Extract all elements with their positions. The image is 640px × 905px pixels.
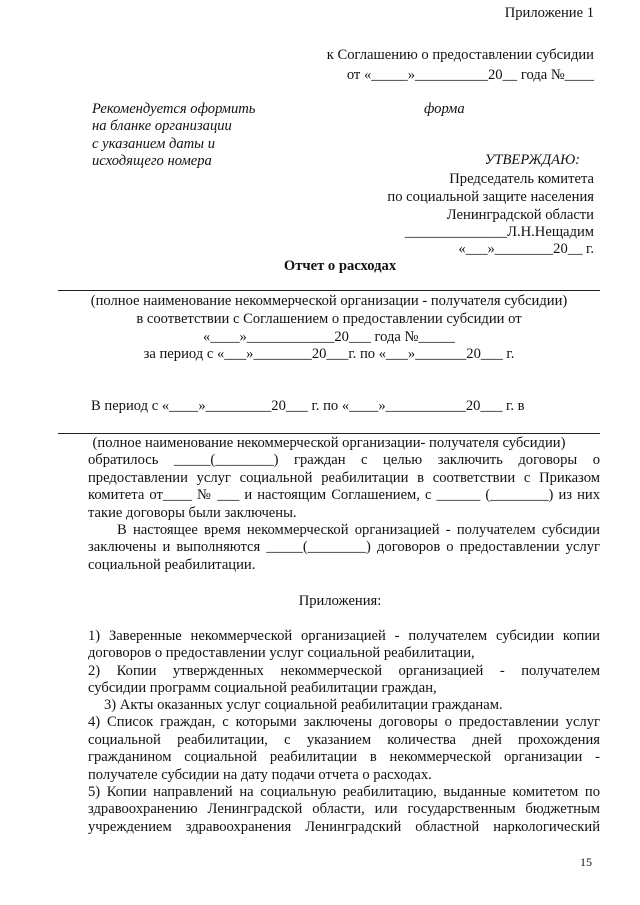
agreement-label: к Соглашению о предоставлении субсидии xyxy=(326,47,594,63)
agreement-date-line: от «_____»__________20__ года №____ xyxy=(346,67,594,83)
org-name-caption: (полное наименование некоммерческой организации - получателя субсидии) xyxy=(90,293,568,309)
attachment-item-5-cont: здравоохранению Ленинградской области, или государственным бюджетным xyxy=(88,801,600,817)
attachment-item-1: 1) Заверенные некоммерческой организацией - получателем субсидии копии xyxy=(88,628,600,644)
period-line: В период с «____»_________20___ г. по «____»___________20___ г. в xyxy=(91,398,525,414)
report-title: Отчет о расходах xyxy=(283,258,397,274)
recommendation-line: с указанием даты и xyxy=(92,135,216,152)
attachments-title: Приложения: xyxy=(298,593,382,609)
form-label: форма xyxy=(424,101,465,117)
attachment-item-4-cont: получателе субсидии на дату подачи отчета о расходах. xyxy=(88,767,432,783)
approve-signature: ______________Л.Н.Нещадим xyxy=(404,224,594,240)
agreement-reference: в соответствии с Соглашением о предоставлении субсидии от xyxy=(136,311,522,327)
body-line: обратилось _____(________) граждан с целью заключить договоры о xyxy=(88,452,600,468)
recommendation-line: исходящего номера xyxy=(92,152,212,169)
page-number: 15 xyxy=(580,855,592,869)
approve-date: «___»________20__ г. xyxy=(458,241,594,257)
attachment-item-2-cont: субсидии программ социальной реабилитации граждан, xyxy=(88,680,437,696)
approve-committee: по социальной защите населения xyxy=(387,189,594,205)
recommendation-line: на бланке организации xyxy=(92,118,232,135)
recommendation-line: Рекомендуется оформить xyxy=(92,101,256,117)
body-line: такие договоры были заключены. xyxy=(88,505,297,521)
agreement-number-line: «____»____________20___ года №_____ xyxy=(203,329,455,345)
approve-position: Председатель комитета xyxy=(449,171,594,187)
attachment-item-5-cont: учреждением здравоохранения Ленинградский областной наркологический xyxy=(88,819,600,835)
approve-title: УТВЕРЖДАЮ: xyxy=(484,152,580,168)
org-name-rule-2 xyxy=(58,433,600,434)
attachment-item-1-cont: договоров о предоставлении услуг социальной реабилитации, xyxy=(88,645,475,661)
period-range-line: за период с «___»________20___г. по «___»_______20___ г. xyxy=(143,346,515,362)
attachment-item-4: 4) Список граждан, с которыми заключены договоры о предоставлении услуг xyxy=(88,714,600,730)
recommendation-note xyxy=(92,101,292,170)
body-line: предоставлении услуг социальной реабилитации в соответствии с Приказом xyxy=(88,470,600,486)
attachment-item-4-cont: гражданином социальной реабилитации в некоммерческой организации - xyxy=(88,749,600,765)
body-line: социальной реабилитации. xyxy=(88,557,256,573)
body-line: комитета от____ № ___ и настоящим Соглашением, с ______ (________) из них xyxy=(88,487,600,503)
appendix-label: Приложение 1 xyxy=(504,5,594,21)
body-line: заключены и выполняются _____(________) договоров о предоставлении услуг xyxy=(88,539,600,555)
approve-region: Ленинградской области xyxy=(446,207,594,223)
attachment-item-4-cont: социальной реабилитации, с указанием количества дней прохождения xyxy=(88,732,600,748)
attachment-item-5: 5) Копии направлений на социальную реабилитацию, выданные комитетом по xyxy=(88,784,600,800)
org-name-rule xyxy=(58,290,600,291)
attachment-item-3: 3) Акты оказанных услуг социальной реабилитации гражданам. xyxy=(104,697,503,713)
org-name-caption-2: (полное наименование некоммерческой организации- получателя субсидии) xyxy=(92,435,566,451)
attachment-item-2: 2) Копии утвержденных некоммерческой организацией - получателем xyxy=(88,663,600,679)
body-line: В настоящее время некоммерческой организацией - получателем субсидии xyxy=(117,522,600,538)
